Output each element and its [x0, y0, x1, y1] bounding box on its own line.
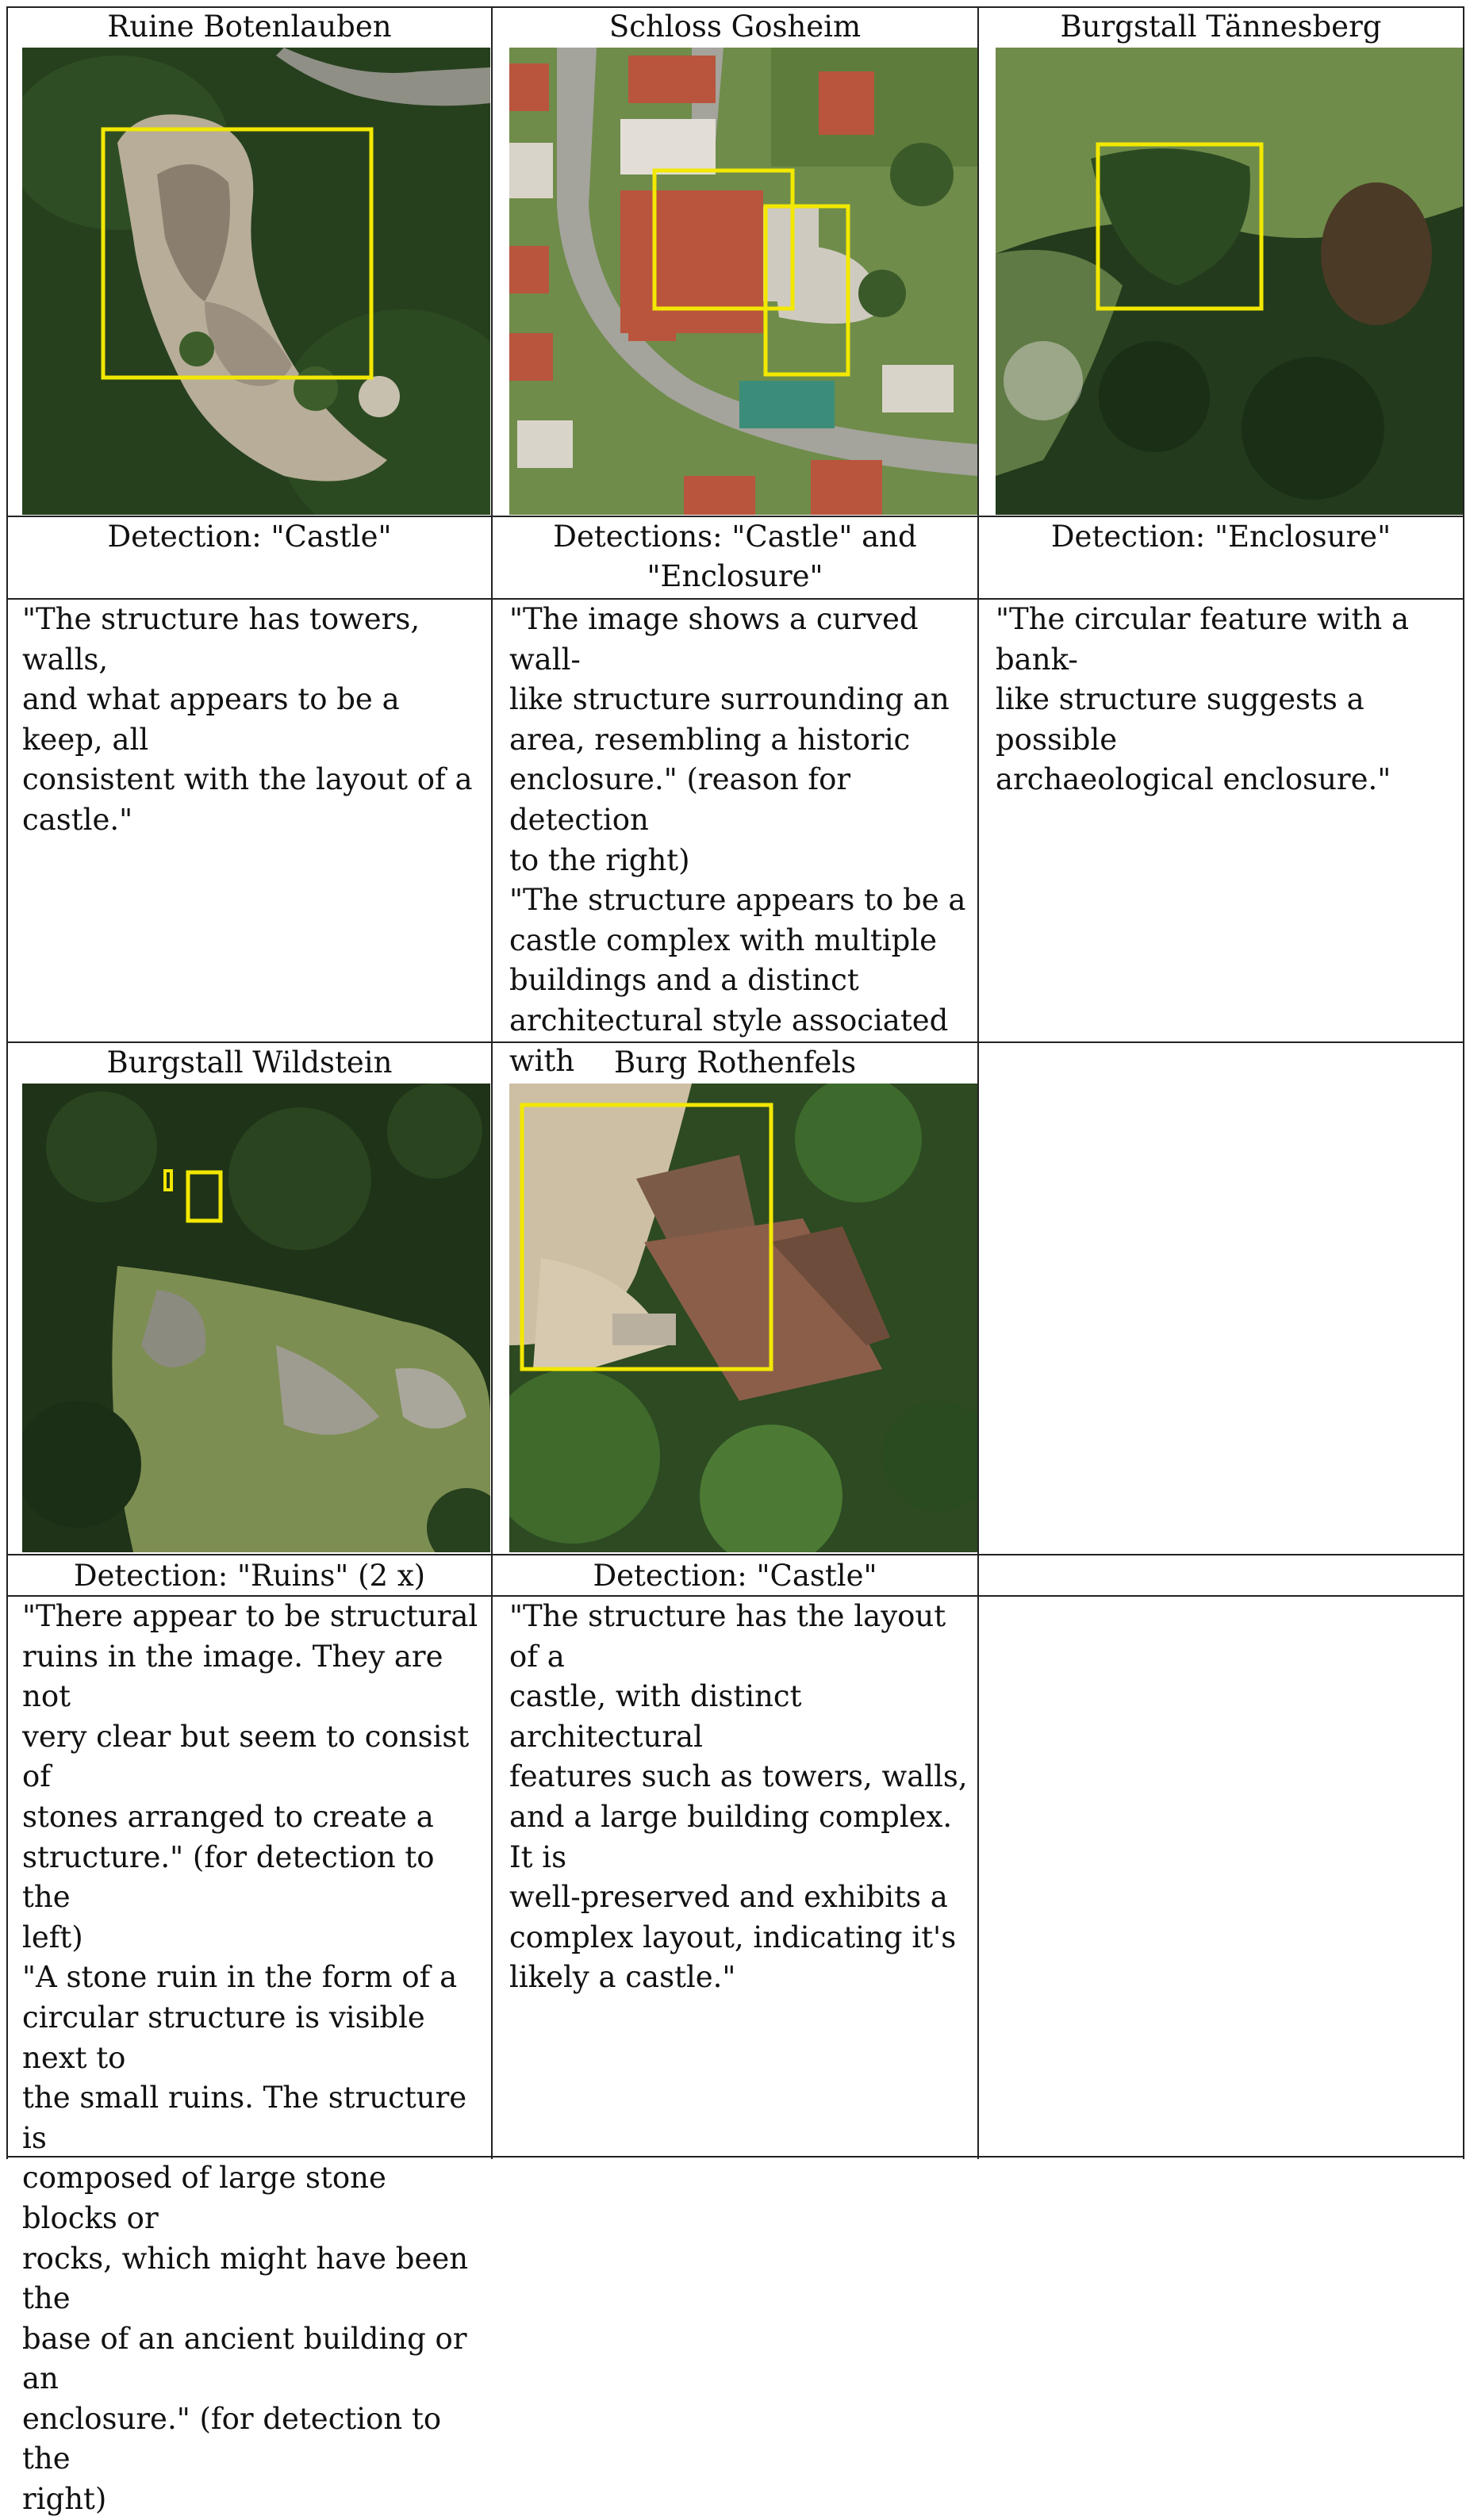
table-divider-col1: [491, 6, 493, 2159]
aerial-image-wildstein: [22, 1084, 490, 1552]
panel-title: Schloss Gosheim: [608, 10, 862, 44]
table-border-right: [1463, 6, 1464, 2159]
detection-label: Detection: "Castle": [593, 1559, 877, 1593]
panel-title: Burgstall Wildstein: [106, 1045, 393, 1080]
aerial-image-rothenfels: [509, 1084, 977, 1552]
reasoning-text: "There appear to be structural ruins in the image. They are not very clear but seem to consist of stones arranged to create a structure." (for detection to the left) "A stone ruin in the form of a circular structure is visible next to the small ruins. The structure is composed of large stone blocks or rocks, which might have been the base of an ancient building or an enclosure." (for detection to the right): [22, 1599, 478, 2517]
detection-label: Detections: "Castle" and "Enclosure": [553, 520, 917, 593]
aerial-image-botenlauben: [22, 48, 490, 515]
detection-label: Detection: "Enclosure": [1050, 520, 1391, 554]
table-border-top: [6, 6, 1464, 8]
aerial-image-gosheim: [509, 48, 977, 515]
panel-title: Ruine Botenlauben: [107, 10, 392, 44]
detection-label: Detection: "Castle": [107, 520, 392, 554]
detection-label: Detection: "Ruins" (2 x): [73, 1559, 426, 1593]
table-divider-col2: [977, 6, 979, 2159]
reasoning-text: "The structure has the layout of a castle, with distinct architectural features such as towers, walls, and a large building complex. It is well-preserved and exhibits a complex layout, indicating it's likely a castle.": [509, 1599, 968, 1995]
panel-title: Burg Rothenfels: [613, 1045, 857, 1080]
aerial-photo: [996, 48, 1463, 515]
panel-title: Burgstall Tännesberg: [1060, 10, 1382, 44]
reasoning-text: "The circular feature with a bank- like structure suggests a possible archaeological enclosure.": [996, 602, 1410, 797]
reasoning-text: "The image shows a curved wall- like structure surrounding an area, resembling a historic enclosure." (reason for detection to the right) "The structure appears to be a castle complex with multiple buildings and a distinct architectural style associated with: [509, 602, 966, 1078]
aerial-photo: [509, 1084, 977, 1552]
aerial-photo: [22, 48, 490, 515]
aerial-image-taennesberg: [996, 48, 1463, 515]
table-border-left: [6, 6, 8, 2159]
aerial-photo: [22, 1084, 490, 1552]
reasoning-text: "The structure has towers, walls, and what appears to be a keep, all consistent with the layout of a castle.": [22, 602, 473, 837]
table-divider-row2-image: [6, 1554, 1464, 1555]
aerial-photo: [509, 48, 977, 515]
